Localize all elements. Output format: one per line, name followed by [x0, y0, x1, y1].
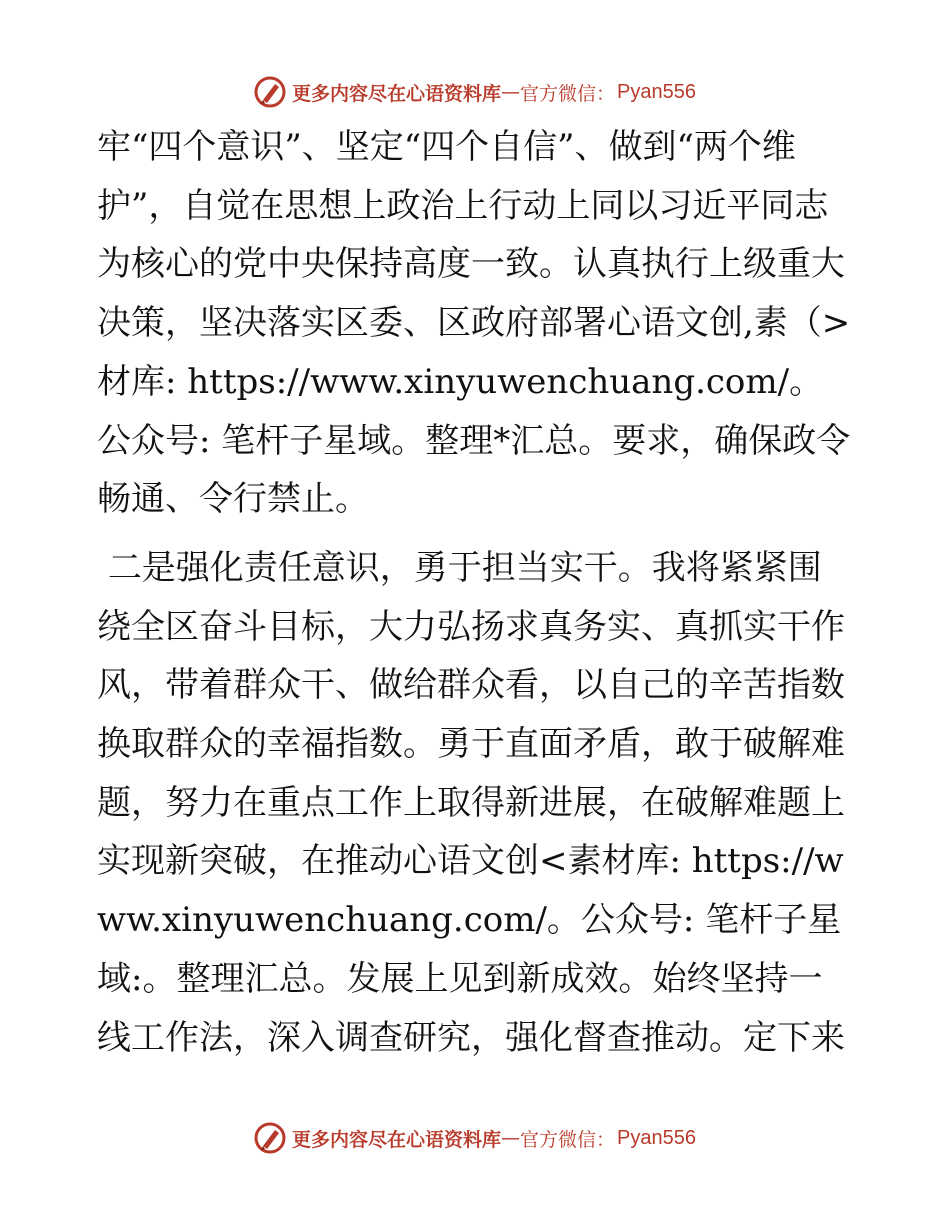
- document-body: [97, 118, 852, 1078]
- paragraph-1: 牢“四个意识”、坚定“四个自信”、做到“两个维护”，自觉在思想上政治上行动上同以习近平同志为核心的党中央保持高度一致。认真执行上级重大决策，坚决落实区委、区政府部署心语文创,素（>材库: https://www.xinyuwenchuang.com/。公众号: 笔杆子星域。整理*汇总。要求，确保政令畅通、令行禁止。: [97, 127, 851, 520]
- pen-logo-icon: [254, 76, 286, 108]
- header-separator: —: [501, 81, 521, 103]
- header-wechat-id: Pyan556: [617, 80, 696, 103]
- footer-separator: —: [501, 1127, 521, 1149]
- footer-wechat-label: 官方微信：: [520, 1128, 616, 1151]
- footer-banner-text: 更多内容尽在心语资料库: [292, 1128, 502, 1151]
- pen-logo-icon: [254, 1122, 286, 1154]
- header-wechat-label: 官方微信：: [520, 82, 616, 105]
- header-banner: [0, 72, 950, 112]
- footer-banner: [0, 1118, 950, 1158]
- paragraph-2: 二是强化责任意识，勇于担当实干。我将紧紧围绕全区奋斗目标，大力弘扬求真务实、真抓实干作风，带着群众干、做给群众看，以自己的辛苦指数换取群众的幸福指数。勇于直面矛盾，敢于破解难题，努力在重点工作上取得新进展，在破解难题上实现新突破，在推动心语文创<素材库: https://www.xinyuwenchuang.com/。公众号: 笔杆子星域:。整理汇总。发展上见到新成效。始终坚持一线工作法，深入调查研究，强化督查推动。定下来: [97, 547, 845, 1058]
- footer-wechat-id: Pyan556: [617, 1126, 696, 1149]
- header-banner-text: 更多内容尽在心语资料库: [292, 82, 502, 105]
